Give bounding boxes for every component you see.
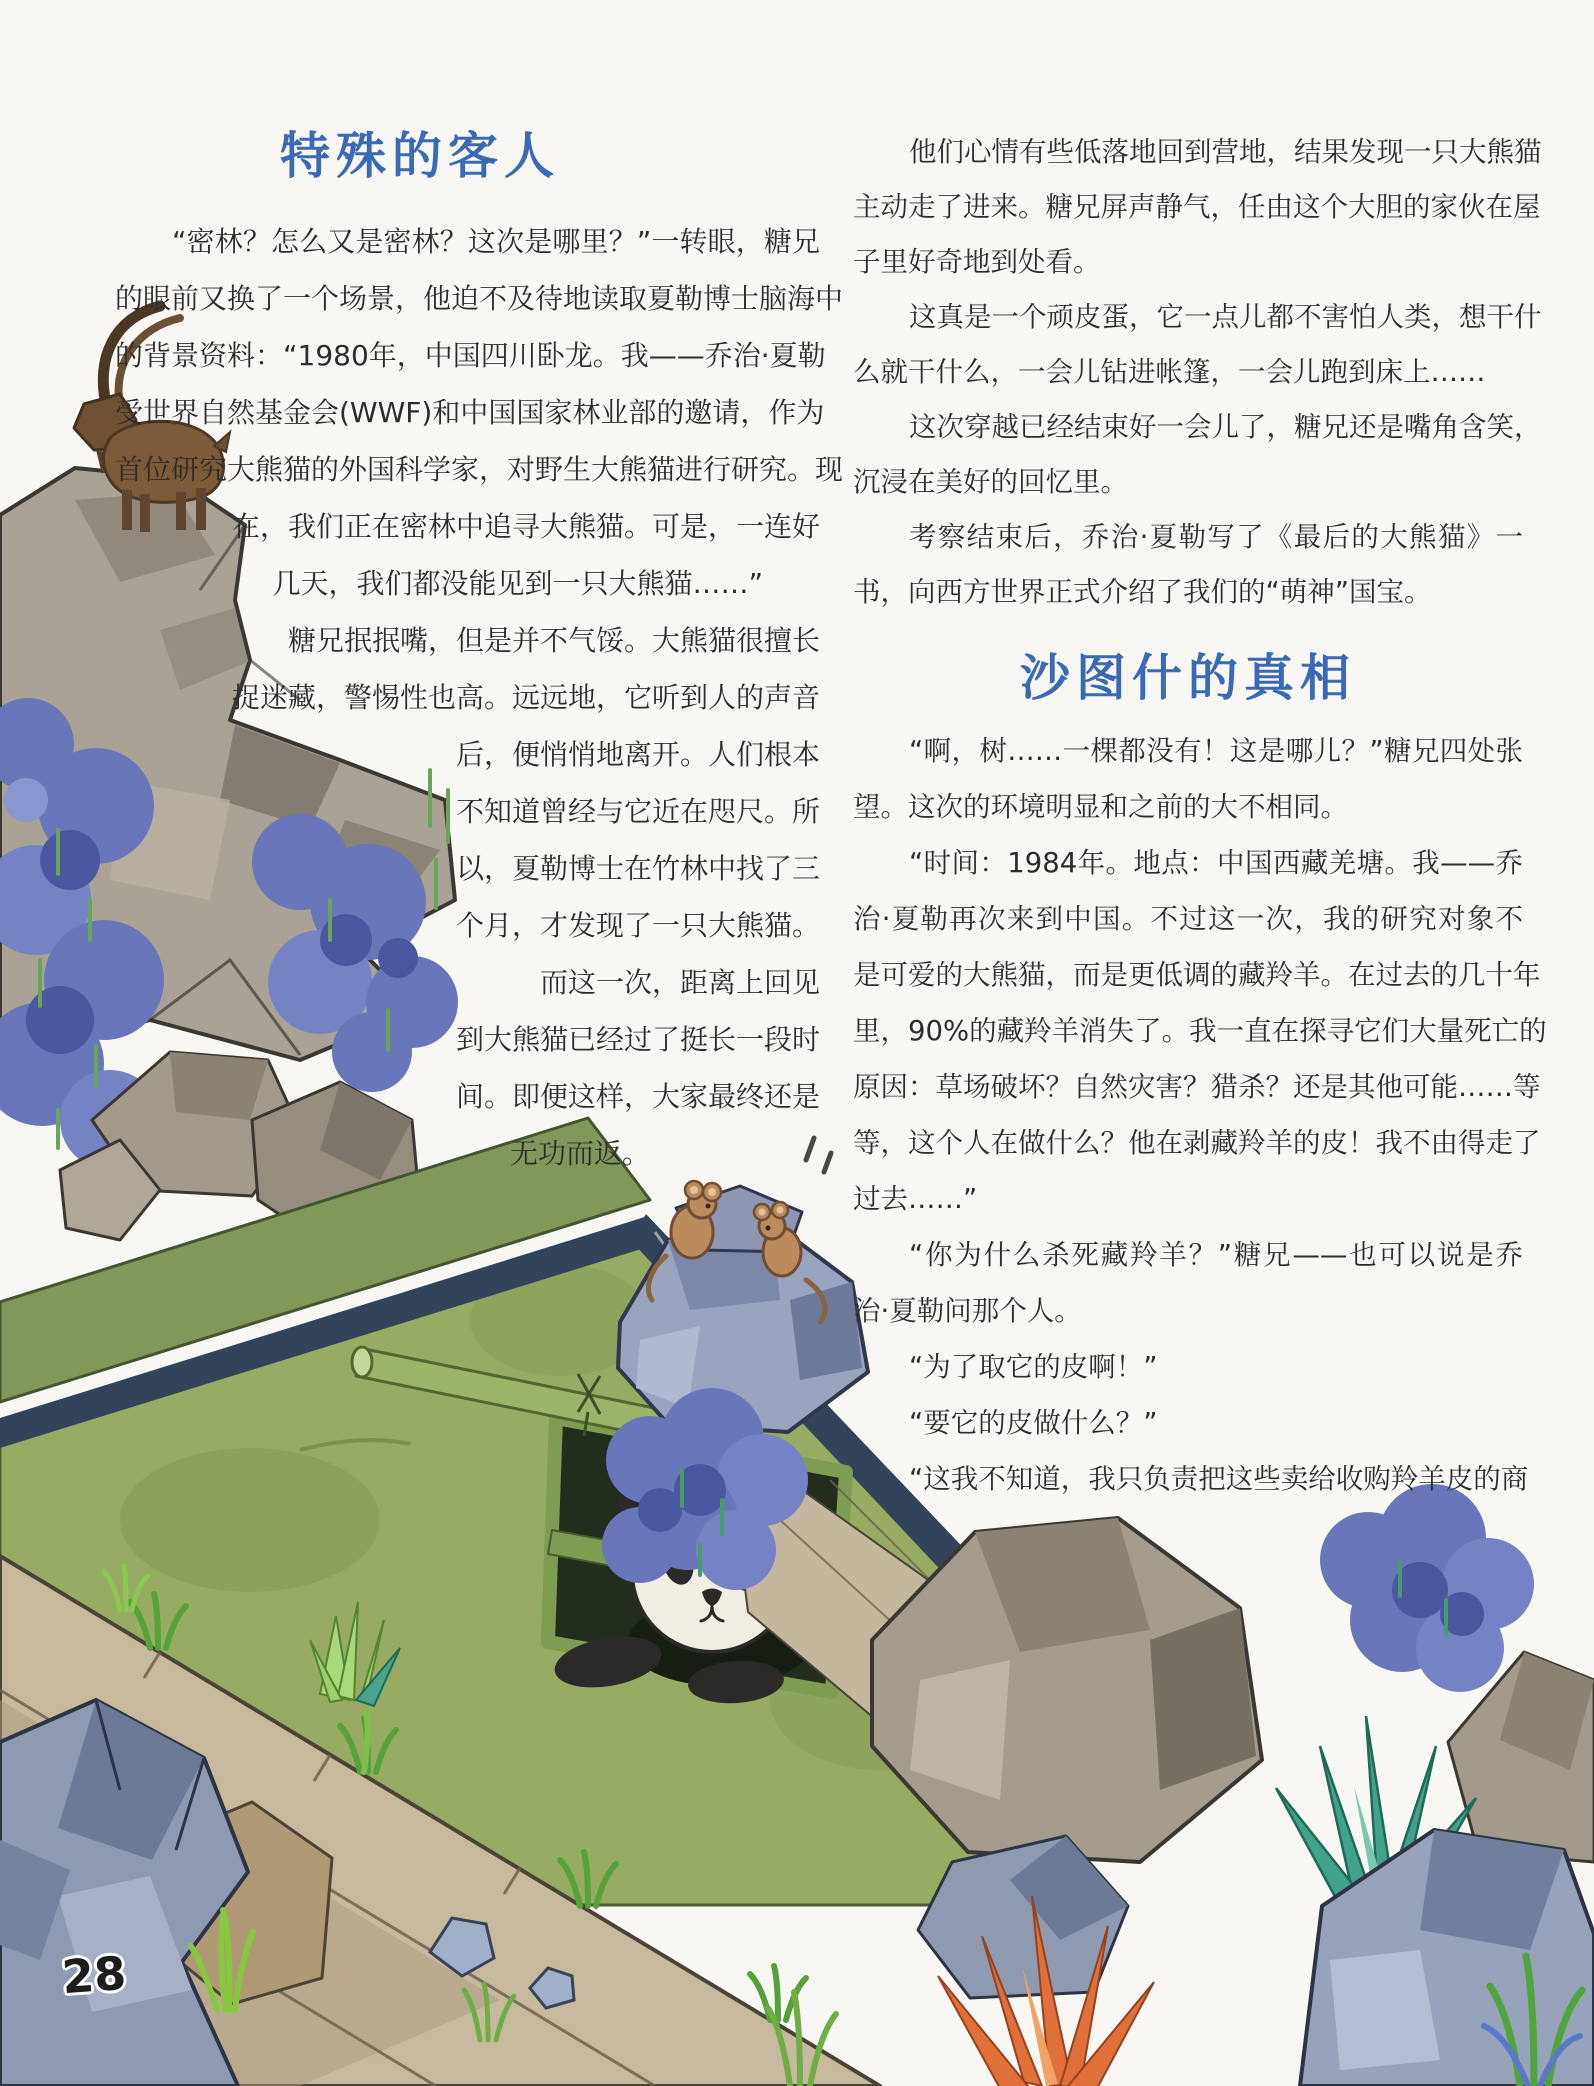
text-line: 在，我们正在密林中追寻大熊猫。可是，一连好	[231, 510, 820, 543]
text-line: “时间：1984年。地点：中国西藏羌塘。我——乔	[909, 847, 1523, 879]
text-line: 糖兄抿抿嘴，但是并不气馁。大熊猫很擅长	[287, 624, 820, 657]
text-line: 以，夏勒博士在竹林中找了三	[455, 852, 820, 885]
text-line: 沉浸在美好的回忆里。	[853, 466, 1128, 498]
text-line: 考察结束后，乔治·夏勒写了《最后的大熊猫》一	[909, 521, 1523, 553]
right-column-top	[853, 125, 1542, 620]
text-line: 几天，我们都没能见到一只大熊猫……”	[272, 567, 763, 600]
text-line: 等，这个人在做什么？他在剥藏羚羊的皮！我不由得走了	[853, 1127, 1541, 1159]
text-line: 这次穿越已经结束好一会儿了，糖兄还是嘴角含笑，	[909, 411, 1542, 443]
text-line: “你为什么杀死藏羚羊？”糖兄——也可以说是乔	[909, 1239, 1523, 1271]
text-line: 后，便悄悄地离开。人们根本	[455, 738, 820, 771]
text-line: “密林？怎么又是密林？这次是哪里？”一转眼，糖兄	[172, 225, 820, 258]
text-line: 个月，才发现了一只大熊猫。	[455, 909, 820, 942]
text-line: 而这一次，距离上回见	[539, 966, 820, 999]
text-line: 过去……”	[853, 1183, 978, 1215]
text-line: “要它的皮做什么？”	[909, 1407, 1158, 1439]
text-line: 无功而返。	[509, 1137, 650, 1170]
text-line: 治·夏勒再次来到中国。不过这一次，我的研究对象不	[853, 903, 1523, 935]
text-line: 首位研究大熊猫的外国科学家，对野生大熊猫进行研究。现	[115, 453, 844, 486]
mice-rocks	[618, 1186, 868, 1432]
text-line: 受世界自然基金会(WWF)和中国国家林业部的邀请，作为	[115, 396, 825, 429]
text-line: 书，向西方世界正式介绍了我们的“萌神”国宝。	[853, 576, 1432, 608]
text-line: 的背景资料：“1980年，中国四川卧龙。我——乔治·夏勒	[115, 339, 826, 372]
text-line: 捉迷藏，警惕性也高。远远地，它听到人的声音	[231, 681, 820, 714]
left-column	[115, 213, 844, 1182]
text-line: 原因：草场破坏？自然灾害？猎杀？还是其他可能……等	[853, 1071, 1541, 1103]
text-line: 的眼前又换了一个场景，他迫不及待地读取夏勒博士脑海中	[115, 282, 844, 315]
text-line: 这真是一个顽皮蛋，它一点儿都不害怕人类，想干什	[909, 301, 1542, 333]
text-line: 治·夏勒问那个人。	[853, 1295, 1082, 1327]
text-line: 是可爱的大熊猫，而是更低调的藏羚羊。在过去的几十年	[853, 959, 1541, 991]
text-line: 间。即便这样，大家最终还是	[455, 1080, 820, 1113]
text-line: 望。这次的环境明显和之前的大不相同。	[853, 791, 1348, 823]
text-line: 不知道曾经与它近在咫尺。所	[455, 795, 820, 828]
text-line: 么就干什么，一会儿钻进帐篷，一会儿跑到床上……	[853, 356, 1486, 388]
left-section-heading: 特殊的客人	[280, 127, 560, 185]
right-section-heading: 沙图什的真相	[1020, 649, 1356, 707]
text-line: 子里好奇地到处看。	[853, 246, 1101, 278]
bottom-center-rocks	[872, 1518, 1262, 1998]
text-line: “这我不知道，我只负责把这些卖给收购羚羊皮的商	[909, 1463, 1529, 1495]
text-line: “啊，树……一棵都没有！这是哪儿？”糖兄四处张	[909, 735, 1523, 767]
text-line: 里，90%的藏羚羊消失了。我一直在探寻它们大量死亡的	[853, 1015, 1547, 1047]
text-line: 到大熊猫已经过了挺长一段时	[455, 1023, 820, 1056]
text-line: 他们心情有些低落地回到营地，结果发现一只大熊猫	[909, 136, 1542, 168]
text-line: “为了取它的皮啊！”	[909, 1351, 1158, 1383]
text-line: 主动走了进来。糖兄屏声静气，任由这个大胆的家伙在屋	[853, 191, 1541, 223]
page-number: 28	[60, 1945, 128, 2005]
bush-right	[1320, 1484, 1534, 1692]
right-column-bottom	[853, 723, 1547, 1507]
